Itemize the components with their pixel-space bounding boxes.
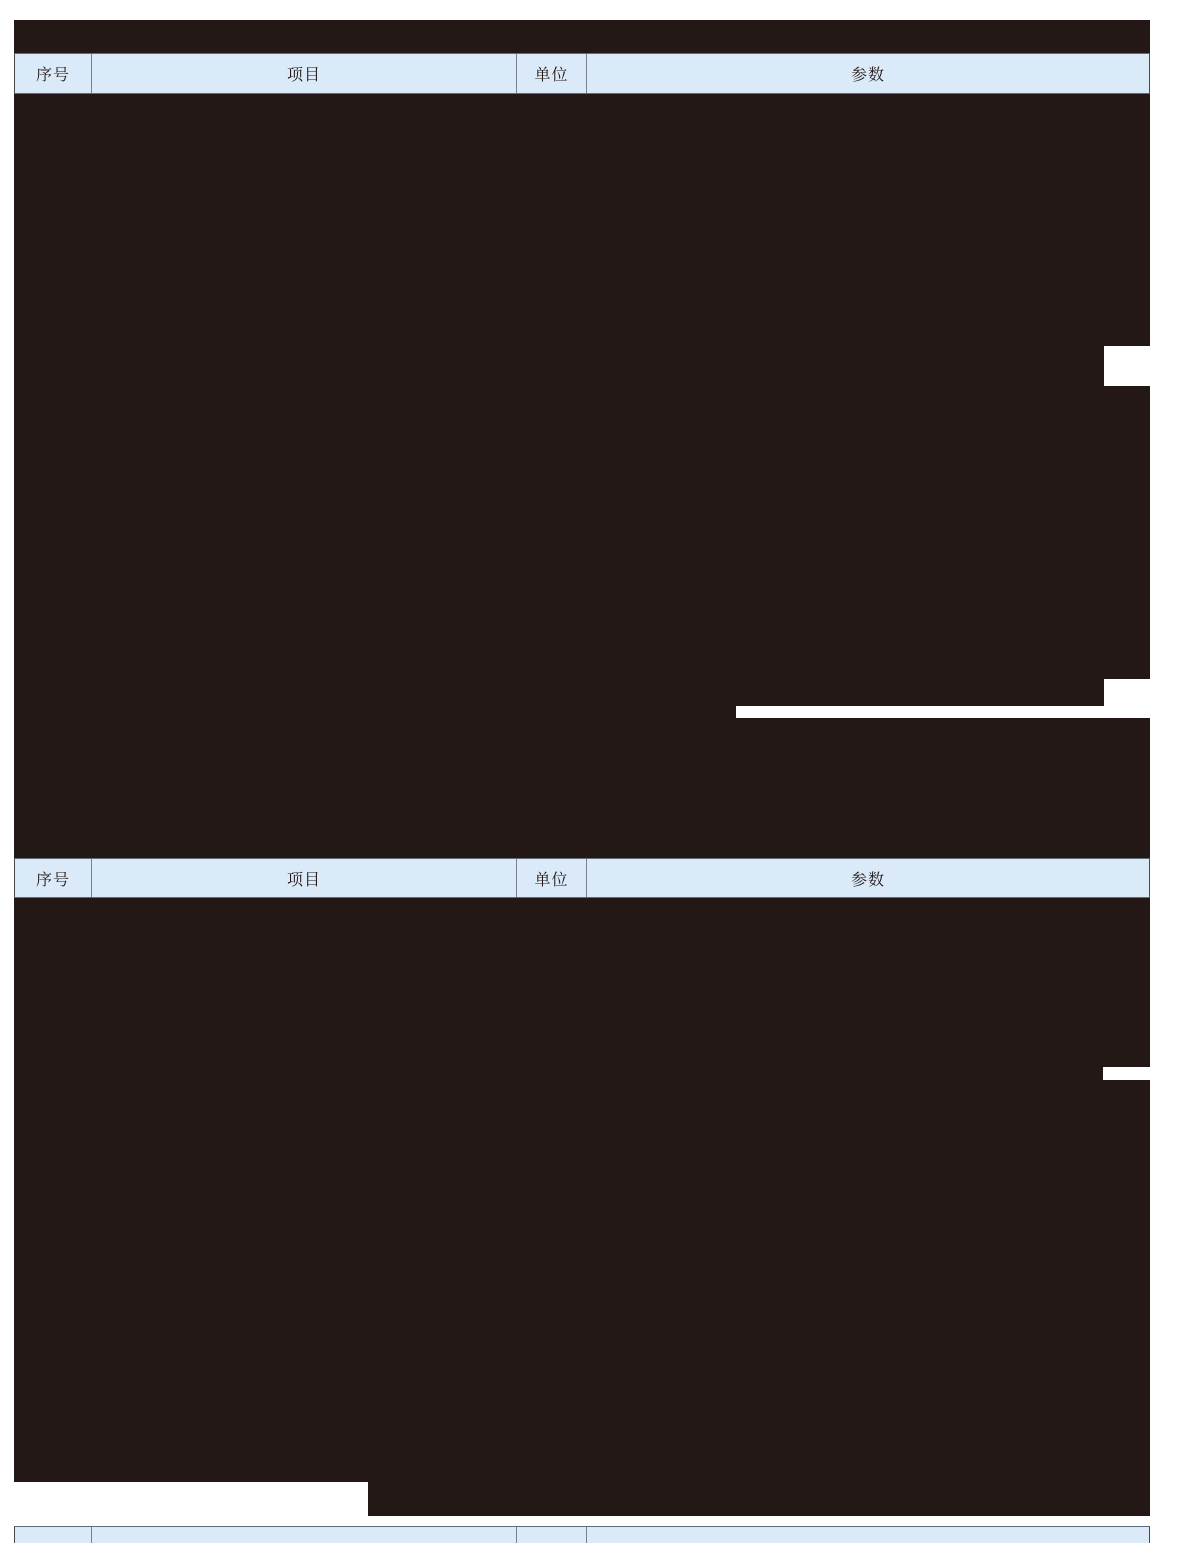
table1-header-cell-serial: 序号 (15, 54, 92, 93)
unredacted-gap-2 (1104, 679, 1150, 718)
table3-partial-cell-unit (517, 1527, 587, 1543)
table3-header-row-partial (14, 1526, 1150, 1543)
redacted-table1-body (14, 94, 1150, 858)
table1-header-cell-item: 项目 (92, 54, 517, 93)
redacted-table2-body (14, 898, 1150, 1516)
table2-header-cell-parameter: 参数 (850, 871, 885, 889)
table1-header-cell-unit: 单位 (517, 54, 587, 93)
table1-header-row (14, 53, 1150, 94)
table2-header-cell-serial: 序号 (15, 859, 92, 897)
table2-header-cell-item: 项目 (92, 859, 517, 897)
unredacted-gap-3 (736, 706, 1104, 718)
table3-partial-cell-parameter (587, 1527, 1149, 1543)
unredacted-gap-4 (1103, 1067, 1150, 1080)
unredacted-gap-1 (1104, 346, 1150, 386)
table2-header-row (14, 858, 1150, 898)
table2-header-cell-unit: 单位 (517, 859, 587, 897)
table3-partial-cell-serial (15, 1527, 92, 1543)
unredacted-gap-5 (14, 1482, 368, 1516)
table1-header-cell-parameter: 参数 (850, 67, 885, 84)
redacted-title-bar (14, 20, 1150, 53)
table3-partial-cell-item (92, 1527, 517, 1543)
